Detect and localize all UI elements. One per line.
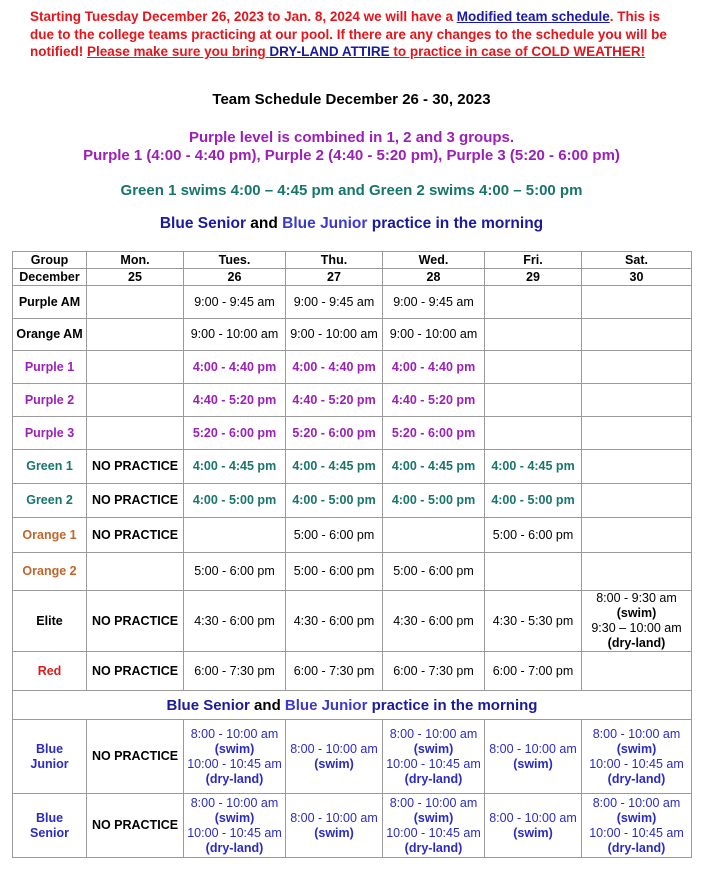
blue-schedule-line: (swim): [513, 825, 553, 840]
group-name-line: Junior: [30, 756, 69, 771]
header-days-row: [13, 252, 692, 269]
blue-schedule-line: 8:00 - 10:00 am: [389, 795, 478, 810]
blue-schedule-line: (dry-land): [607, 771, 666, 786]
blue-schedule-line: (dry-land): [205, 840, 264, 855]
banner-and: and: [249, 696, 285, 714]
notice-text: [30, 8, 670, 61]
purple-info-line-1: Purple level is combined in 1, 2 and 3 groups.: [188, 129, 515, 146]
table-row: [13, 720, 692, 794]
blue-schedule-cell: [582, 794, 692, 858]
blue-schedule-cell: [383, 720, 485, 794]
schedule-cell: 4:00 - 5:00 pm: [383, 484, 485, 518]
blue-schedule-line: (swim): [413, 810, 454, 825]
blue-info-senior: Blue Senior: [159, 215, 246, 232]
table-row: [13, 351, 692, 384]
schedule-cell: [87, 351, 184, 384]
blue-info-junior: Blue Junior: [282, 215, 368, 232]
schedule-cell: 6:00 - 7:30 pm: [383, 652, 485, 691]
header-day: Sat.: [582, 252, 692, 269]
schedule-cell: 4:30 - 5:30 pm: [485, 591, 582, 652]
blue-schedule-line: (swim): [314, 825, 354, 840]
group-name: [13, 720, 87, 794]
blue-schedule-line: (dry-land): [404, 771, 463, 786]
schedule-cell: 4:00 - 5:00 pm: [286, 484, 383, 518]
header-date: 29: [485, 269, 582, 286]
schedule-cell: 9:00 - 9:45 am: [383, 286, 485, 319]
notice-part-1: Starting Tuesday December 26, 2023 to Jan. 8, 2024 we will have a: [30, 9, 457, 24]
notice-dryland-attire: DRY-LAND ATTIRE: [269, 44, 390, 59]
table-row: [13, 652, 692, 691]
blue-schedule-line: 8:00 - 10:00 am: [290, 741, 378, 756]
schedule-cell: [87, 286, 184, 319]
group-name: Orange 2: [13, 553, 87, 591]
schedule-cell: [582, 518, 692, 553]
blue-schedule-line: 8:00 - 10:00 am: [592, 726, 681, 741]
schedule-cell: 9:00 - 9:45 am: [286, 286, 383, 319]
blue-info-line: [0, 215, 703, 233]
table-row: [13, 384, 692, 417]
banner-rest: practice in the morning: [367, 696, 538, 714]
blue-schedule-line: 10:00 - 10:45 am: [386, 825, 481, 840]
blue-schedule-cell: [286, 794, 383, 858]
schedule-cell: [485, 286, 582, 319]
schedule-cell: 4:00 - 4:45 pm: [383, 450, 485, 484]
blue-schedule-line: 8:00 - 10:00 am: [190, 795, 279, 810]
page-title: Team Schedule December 26 - 30, 2023: [212, 91, 491, 108]
table-row: [13, 484, 692, 518]
header-date: 28: [383, 269, 485, 286]
header-day: Wed.: [383, 252, 485, 269]
schedule-cell: [485, 351, 582, 384]
header-date: 30: [582, 269, 692, 286]
table-row: [13, 591, 692, 652]
blue-schedule-cell: [286, 720, 383, 794]
header-day: Fri.: [485, 252, 582, 269]
blue-info-and: and: [246, 215, 283, 232]
blue-schedule-line: 10:00 - 10:45 am: [589, 756, 684, 771]
table-row: [13, 518, 692, 553]
blue-schedule-line: (dry-land): [205, 771, 264, 786]
header-day: Group: [13, 252, 87, 269]
blue-schedule-line: (swim): [314, 756, 354, 771]
schedule-cell: 4:00 - 4:45 pm: [286, 450, 383, 484]
blue-schedule-line: 10:00 - 10:45 am: [187, 825, 282, 840]
schedule-cell: NO PRACTICE: [87, 518, 184, 553]
group-name: Orange 1: [13, 518, 87, 553]
purple-info-line-2: Purple 1 (4:00 - 4:40 pm), Purple 2 (4:40 - 5:20 pm), Purple 3 (5:20 - 6:00 pm): [83, 147, 620, 164]
elite-saturday-line: 8:00 - 9:30 am: [596, 591, 677, 605]
schedule-cell: [582, 319, 692, 351]
blue-schedule-line: (swim): [513, 756, 553, 771]
schedule-cell: 5:00 - 6:00 pm: [383, 553, 485, 591]
table-row: [13, 794, 692, 858]
header-day: Tues.: [184, 252, 286, 269]
blue-schedule-line: (dry-land): [404, 840, 463, 855]
blue-schedule-line: 8:00 - 10:00 am: [389, 726, 478, 741]
elite-saturday-cell: [582, 591, 692, 652]
schedule-cell: [383, 518, 485, 553]
schedule-cell: NO PRACTICE: [87, 794, 184, 858]
schedule-cell: 5:20 - 6:00 pm: [383, 417, 485, 450]
schedule-cell: NO PRACTICE: [87, 450, 184, 484]
schedule-cell: NO PRACTICE: [87, 484, 184, 518]
schedule-cell: 9:00 - 9:45 am: [184, 286, 286, 319]
schedule-cell: 4:40 - 5:20 pm: [383, 384, 485, 417]
banner-blue-senior: Blue Senior: [166, 696, 250, 714]
schedule-cell: 9:00 - 10:00 am: [286, 319, 383, 351]
blue-schedule-line: 8:00 - 10:00 am: [190, 726, 279, 741]
schedule-cell: 4:00 - 4:45 pm: [184, 450, 286, 484]
table-row: [13, 417, 692, 450]
group-name: Purple 1: [13, 351, 87, 384]
header-dates-row: [13, 269, 692, 286]
group-name: Purple 3: [13, 417, 87, 450]
schedule-cell: 4:00 - 5:00 pm: [485, 484, 582, 518]
schedule-cell: [582, 417, 692, 450]
notice-part-2: . This is due to the college teams practicing at our pool. If there are any changes to the schedule you will be notified!: [30, 9, 667, 59]
table-row: [13, 286, 692, 319]
group-name: [13, 794, 87, 858]
blue-schedule-line: 10:00 - 10:45 am: [187, 756, 282, 771]
blue-schedule-line: (swim): [214, 810, 255, 825]
blue-schedule-line: 8:00 - 10:00 am: [489, 810, 577, 825]
schedule-cell: 6:00 - 7:30 pm: [286, 652, 383, 691]
header-date: 26: [184, 269, 286, 286]
group-name-line: Blue: [35, 741, 64, 756]
blue-schedule-cell: [485, 720, 582, 794]
blue-schedule-line: 10:00 - 10:45 am: [589, 825, 684, 840]
schedule-cell: NO PRACTICE: [87, 720, 184, 794]
schedule-cell: 4:30 - 6:00 pm: [383, 591, 485, 652]
table-row: [13, 319, 692, 351]
schedule-cell: NO PRACTICE: [87, 591, 184, 652]
blue-schedule-cell: [383, 794, 485, 858]
blue-schedule-cell: [184, 720, 286, 794]
group-name-line: Senior: [30, 825, 69, 840]
table-row: [13, 553, 692, 591]
group-name: Purple 2: [13, 384, 87, 417]
blue-schedule-line: 8:00 - 10:00 am: [290, 810, 378, 825]
schedule-cell: [87, 384, 184, 417]
blue-info-rest: practice in the morning: [367, 215, 544, 232]
schedule-cell: [184, 518, 286, 553]
header-date: 27: [286, 269, 383, 286]
group-name: Orange AM: [13, 319, 87, 351]
banner-blue-junior: Blue Junior: [284, 696, 368, 714]
schedule-cell: [582, 384, 692, 417]
schedule-cell: 9:00 - 10:00 am: [383, 319, 485, 351]
schedule-table: [12, 251, 692, 858]
schedule-cell: 4:00 - 4:40 pm: [184, 351, 286, 384]
blue-schedule-cell: [184, 794, 286, 858]
schedule-cell: [582, 652, 692, 691]
schedule-cell: [87, 553, 184, 591]
schedule-cell: 5:00 - 6:00 pm: [485, 518, 582, 553]
schedule-cell: 6:00 - 7:00 pm: [485, 652, 582, 691]
group-name: Purple AM: [13, 286, 87, 319]
schedule-cell: 5:00 - 6:00 pm: [184, 553, 286, 591]
blue-schedule-line: 8:00 - 10:00 am: [489, 741, 577, 756]
blue-schedule-line: 10:00 - 10:45 am: [386, 756, 481, 771]
schedule-cell: [582, 450, 692, 484]
elite-saturday-line: (swim): [616, 606, 657, 620]
schedule-cell: [582, 553, 692, 591]
schedule-cell: [485, 384, 582, 417]
schedule-cell: [485, 553, 582, 591]
schedule-cell: [582, 351, 692, 384]
schedule-cell: [485, 319, 582, 351]
table-row: [13, 450, 692, 484]
notice-underline-1: Please make sure you bring: [87, 44, 270, 59]
group-name: Green 2: [13, 484, 87, 518]
green-info-line: Green 1 swims 4:00 – 4:45 pm and Green 2 swims 4:00 – 5:00 pm: [120, 182, 583, 199]
blue-schedule-line: (dry-land): [607, 840, 666, 855]
blue-banner-row: [13, 691, 692, 720]
group-name: Green 1: [13, 450, 87, 484]
header-day: Mon.: [87, 252, 184, 269]
schedule-cell: 4:00 - 4:40 pm: [286, 351, 383, 384]
schedule-cell: 4:30 - 6:00 pm: [184, 591, 286, 652]
schedule-cell: 5:00 - 6:00 pm: [286, 553, 383, 591]
schedule-cell: 4:30 - 6:00 pm: [286, 591, 383, 652]
blue-schedule-cell: [582, 720, 692, 794]
blue-schedule-line: (swim): [616, 741, 657, 756]
blue-schedule-cell: [485, 794, 582, 858]
blue-schedule-line: 8:00 - 10:00 am: [592, 795, 681, 810]
schedule-cell: 5:20 - 6:00 pm: [286, 417, 383, 450]
schedule-cell: [485, 417, 582, 450]
blue-schedule-line: (swim): [413, 741, 454, 756]
schedule-cell: [87, 417, 184, 450]
schedule-cell: [582, 484, 692, 518]
elite-saturday-line: (dry-land): [607, 636, 666, 650]
blue-schedule-line: (swim): [616, 810, 657, 825]
notice-underline-3: to practice in case of COLD WEATHER!: [389, 44, 646, 59]
schedule-cell: 4:00 - 4:45 pm: [485, 450, 582, 484]
schedule-cell: 5:20 - 6:00 pm: [184, 417, 286, 450]
elite-saturday-line: 9:30 – 10:00 am: [591, 621, 682, 635]
blue-schedule-line: (swim): [214, 741, 255, 756]
schedule-cell: 6:00 - 7:30 pm: [184, 652, 286, 691]
header-date: 25: [87, 269, 184, 286]
group-name: Elite: [13, 591, 87, 652]
group-name: Red: [13, 652, 87, 691]
schedule-cell: [582, 286, 692, 319]
schedule-cell: 9:00 - 10:00 am: [184, 319, 286, 351]
blue-banner: [13, 691, 692, 720]
schedule-cell: 5:00 - 6:00 pm: [286, 518, 383, 553]
schedule-cell: 4:00 - 4:40 pm: [383, 351, 485, 384]
schedule-cell: 4:40 - 5:20 pm: [286, 384, 383, 417]
schedule-cell: NO PRACTICE: [87, 652, 184, 691]
group-name-line: Blue: [35, 810, 64, 825]
schedule-cell: 4:00 - 5:00 pm: [184, 484, 286, 518]
schedule-cell: [87, 319, 184, 351]
header-date: December: [13, 269, 87, 286]
modified-schedule-link[interactable]: Modified team schedule: [456, 9, 610, 24]
header-day: Thu.: [286, 252, 383, 269]
schedule-cell: 4:40 - 5:20 pm: [184, 384, 286, 417]
